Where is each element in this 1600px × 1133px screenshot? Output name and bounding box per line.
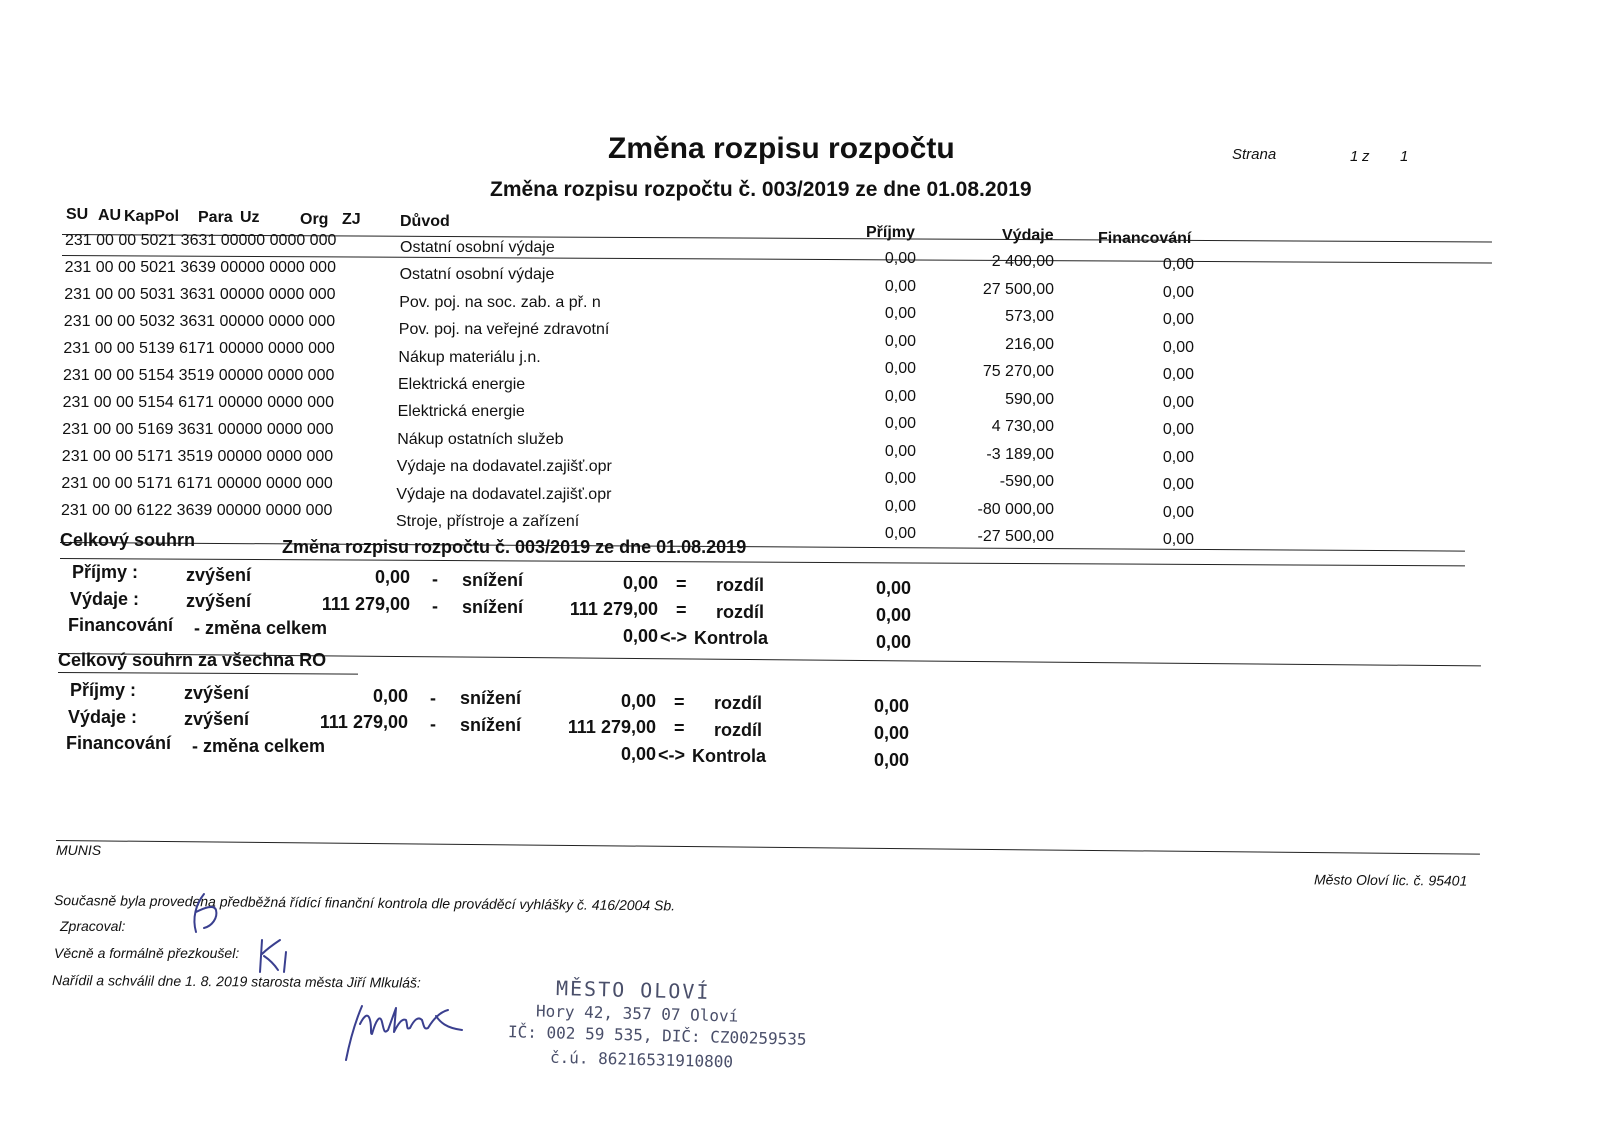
- summary-vydaje-minus: -: [432, 596, 438, 616]
- summary-prijmy-label: Příjmy :: [72, 562, 139, 582]
- row-prijmy: 0,00: [884, 332, 916, 350]
- summary-all-vydaje-eq: =: [674, 718, 685, 738]
- row-code: 231 00 00 5032 3631 00000 0000 000: [63, 313, 336, 330]
- summary-prijmy-diff: 0,00: [876, 578, 912, 598]
- col-au: AU: [98, 207, 122, 224]
- summary-all-vydaje-inc: 111 279,00: [319, 712, 408, 732]
- row-code: 231 00 00 5139 6171 00000 0000 000: [63, 340, 335, 357]
- row-reason: Stroje, přístroje a zařízení: [396, 512, 580, 530]
- summary-all-fin-arrow: <->: [658, 745, 686, 765]
- summary-all-fin-label: Financování: [66, 733, 172, 753]
- row-reason: Pov. poj. na soc. zab. a př. n: [399, 293, 601, 311]
- row-prijmy: 0,00: [884, 305, 916, 323]
- signature-reviewed: [254, 932, 294, 977]
- stamp-ids: IČ: 002 59 535, DIČ: CZ00259535: [507, 1022, 807, 1049]
- summary-vydaje-dec-label: snížení: [462, 597, 524, 617]
- col-org: Org: [300, 211, 329, 228]
- approved-label: Nařídil a schválil dne 1. 8. 2019 starosta města Jiří Mlkuláš:: [51, 972, 421, 991]
- summary-prijmy-eq: =: [676, 574, 687, 594]
- summary-all-fin-change-label: - změna celkem: [192, 736, 326, 756]
- summary-all-vydaje-minus: -: [430, 714, 436, 734]
- page-subtitle: Změna rozpisu rozpočtu č. 003/2019 ze dne 01.08.2019: [490, 178, 1032, 201]
- summary-all-title: Celkový souhrn za všechna RO: [58, 650, 327, 670]
- summary-all-prijmy-dec: 0,00: [620, 691, 656, 711]
- page-total: 1: [1400, 148, 1409, 165]
- row-reason: Elektrická energie: [397, 403, 525, 421]
- summary-vydaje-inc-label: zvýšení: [186, 591, 252, 611]
- row-prijmy: 0,00: [884, 277, 916, 295]
- row-reason: Ostatní osobní výdaje: [399, 266, 555, 284]
- row-financovani: 0,00: [1162, 393, 1194, 411]
- summary-all-prijmy-minus: -: [430, 688, 436, 708]
- summary-fin-arrow: <->: [660, 627, 688, 647]
- summary-all-prijmy-dec-label: snížení: [460, 688, 522, 708]
- summary-prijmy-minus: -: [432, 569, 438, 589]
- page-of: z: [1362, 148, 1370, 165]
- software-name: MUNIS: [56, 842, 102, 858]
- row-vydaje: 27 500,00: [982, 280, 1054, 298]
- summary-vydaje-label: Výdaje :: [70, 589, 140, 609]
- col-para: Para: [198, 209, 233, 226]
- row-vydaje: -590,00: [999, 473, 1054, 491]
- summary-all-prijmy-diff-label: rozdíl: [714, 693, 762, 713]
- row-code: 231 00 00 5169 3631 00000 0000 000: [62, 421, 334, 438]
- summary-subtitle: Změna rozpisu rozpočtu č. 003/2019 ze dne 01.08.2019: [282, 537, 747, 557]
- row-financovani: 0,00: [1162, 531, 1194, 549]
- row-financovani: 0,00: [1162, 366, 1194, 384]
- summary-all-fin-value: 0,00: [620, 744, 656, 764]
- row-vydaje: 216,00: [1005, 335, 1054, 353]
- summary-vydaje-dec: 111 279,00: [569, 599, 658, 619]
- summary-all-rule-bottom: [58, 672, 358, 675]
- row-prijmy: 0,00: [884, 415, 916, 433]
- row-vydaje: -27 500,00: [977, 528, 1054, 546]
- row-prijmy: 0,00: [884, 497, 916, 515]
- summary-title: Celkový souhrn: [60, 530, 196, 550]
- summary-all-vydaje-diff: 0,00: [874, 723, 910, 743]
- row-vydaje: 573,00: [1005, 308, 1054, 326]
- summary-vydaje-eq: =: [676, 600, 687, 620]
- col-kappol: KapPol: [124, 208, 180, 225]
- stamp-account: č.ú. 86216531910800: [549, 1047, 734, 1072]
- row-reason: Nákup ostatních služeb: [397, 430, 564, 448]
- summary-prijmy-dec-label: snížení: [462, 570, 524, 590]
- row-prijmy: 0,00: [884, 442, 916, 460]
- row-financovani: 0,00: [1162, 448, 1194, 466]
- col-prijmy: Příjmy: [866, 224, 915, 241]
- row-reason: Výdaje na dodavatel.zajišť.opr: [396, 485, 612, 503]
- summary-prijmy-inc-label: zvýšení: [186, 565, 252, 585]
- col-su: SU: [66, 206, 89, 223]
- row-code: 231 00 00 5171 3519 00000 0000 000: [61, 448, 334, 465]
- summary-all-vydaje-label: Výdaje :: [68, 707, 138, 727]
- row-reason: Elektrická energie: [398, 375, 526, 393]
- summary-fin-check: 0,00: [876, 632, 912, 652]
- row-reason: Ostatní osobní výdaje: [400, 239, 555, 256]
- signature-processed: [186, 890, 226, 940]
- summary-all-vydaje-dec: 111 279,00: [567, 717, 656, 737]
- summary-fin-value: 0,00: [622, 626, 658, 646]
- row-financovani: 0,00: [1162, 338, 1194, 356]
- row-code: 231 00 00 5154 6171 00000 0000 000: [62, 394, 334, 411]
- control-note: Současně byla provedena předběžná řídící finanční kontrola dle prováděcí vyhlášky č. 416/2004 Sb.: [53, 892, 676, 914]
- row-vydaje: -3 189,00: [986, 445, 1054, 463]
- table-end-rule: [60, 542, 1465, 552]
- page-current: 1: [1350, 148, 1359, 165]
- summary-fin-check-label: Kontrola: [694, 628, 768, 648]
- col-duvod: Důvod: [400, 213, 450, 230]
- summary-rule: [60, 558, 1465, 566]
- footer-rule: [56, 840, 1480, 855]
- row-financovani: 0,00: [1162, 503, 1194, 521]
- processed-label: Zpracoval:: [60, 918, 126, 934]
- summary-all-fin-check: 0,00: [874, 750, 910, 770]
- signature-mayor: [340, 990, 480, 1065]
- summary-all-prijmy-eq: =: [674, 692, 685, 712]
- row-vydaje: 75 270,00: [982, 363, 1054, 381]
- col-zj: ZJ: [342, 211, 361, 228]
- row-code: 231 00 00 5021 3639 00000 0000 000: [64, 259, 336, 276]
- summary-all-prijmy-inc: 0,00: [372, 686, 408, 706]
- summary-all-vydaje-dec-label: snížení: [460, 715, 522, 735]
- stamp-address: Hory 42, 357 07 Oloví: [535, 1001, 739, 1026]
- summary-vydaje-diff-label: rozdíl: [716, 602, 764, 622]
- row-financovani: 0,00: [1162, 311, 1194, 329]
- summary-all-prijmy-diff: 0,00: [874, 696, 910, 716]
- row-prijmy: 0,00: [884, 525, 916, 543]
- summary-vydaje-inc: 111 279,00: [321, 594, 410, 614]
- row-code: 231 00 00 5171 6171 00000 0000 000: [61, 475, 333, 492]
- row-reason: Pov. poj. na veřejné zdravotní: [398, 321, 610, 339]
- row-prijmy: 0,00: [884, 387, 916, 405]
- row-code: 231 00 00 5154 3519 00000 0000 000: [63, 367, 335, 384]
- row-financovani: 0,00: [1162, 421, 1194, 439]
- row-financovani: 0,00: [1162, 283, 1194, 301]
- row-reason: Nákup materiálu j.n.: [398, 348, 541, 366]
- col-uz: Uz: [240, 209, 260, 226]
- row-code: 231 00 00 6122 3639 00000 0000 000: [61, 502, 333, 519]
- col-financovani: Financování: [1098, 230, 1192, 247]
- summary-fin-label: Financování: [68, 615, 174, 635]
- row-code: 231 00 00 5021 3631 00000 0000 000: [65, 232, 337, 249]
- summary-all-vydaje-diff-label: rozdíl: [714, 720, 762, 740]
- summary-all-vydaje-inc-label: zvýšení: [184, 709, 250, 729]
- row-financovani: 0,00: [1162, 476, 1194, 494]
- summary-prijmy-diff-label: rozdíl: [716, 575, 764, 595]
- row-vydaje: 590,00: [1005, 390, 1054, 408]
- row-vydaje: -80 000,00: [977, 500, 1054, 518]
- page-label: Strana: [1232, 146, 1277, 163]
- row-reason: Výdaje na dodavatel.zajišť.opr: [396, 458, 612, 476]
- row-vydaje: 2 400,00: [991, 253, 1054, 270]
- row-prijmy: 0,00: [884, 360, 916, 378]
- summary-all-prijmy-inc-label: zvýšení: [184, 683, 250, 703]
- page-title: Změna rozpisu rozpočtu: [608, 132, 955, 165]
- col-vydaje: Výdaje: [1002, 227, 1054, 244]
- summary-prijmy-dec: 0,00: [622, 573, 658, 593]
- license-text: Město Oloví lic. č. 95401: [1313, 871, 1468, 889]
- row-prijmy: 0,00: [884, 470, 916, 488]
- summary-fin-change-label: - změna celkem: [194, 618, 328, 638]
- summary-vydaje-diff: 0,00: [876, 605, 912, 625]
- row-prijmy: 0,00: [884, 250, 916, 267]
- row-code: 231 00 00 5031 3631 00000 0000 000: [64, 286, 336, 303]
- summary-all-prijmy-label: Příjmy :: [70, 680, 137, 700]
- row-financovani: 0,00: [1162, 256, 1194, 273]
- summary-prijmy-inc: 0,00: [374, 567, 410, 587]
- reviewed-label: Věcně a formálně přezkoušel:: [54, 945, 240, 961]
- row-vydaje: 4 730,00: [991, 418, 1054, 436]
- stamp-name: MĚSTO OLOVÍ: [555, 975, 711, 1005]
- summary-all-fin-check-label: Kontrola: [692, 746, 766, 766]
